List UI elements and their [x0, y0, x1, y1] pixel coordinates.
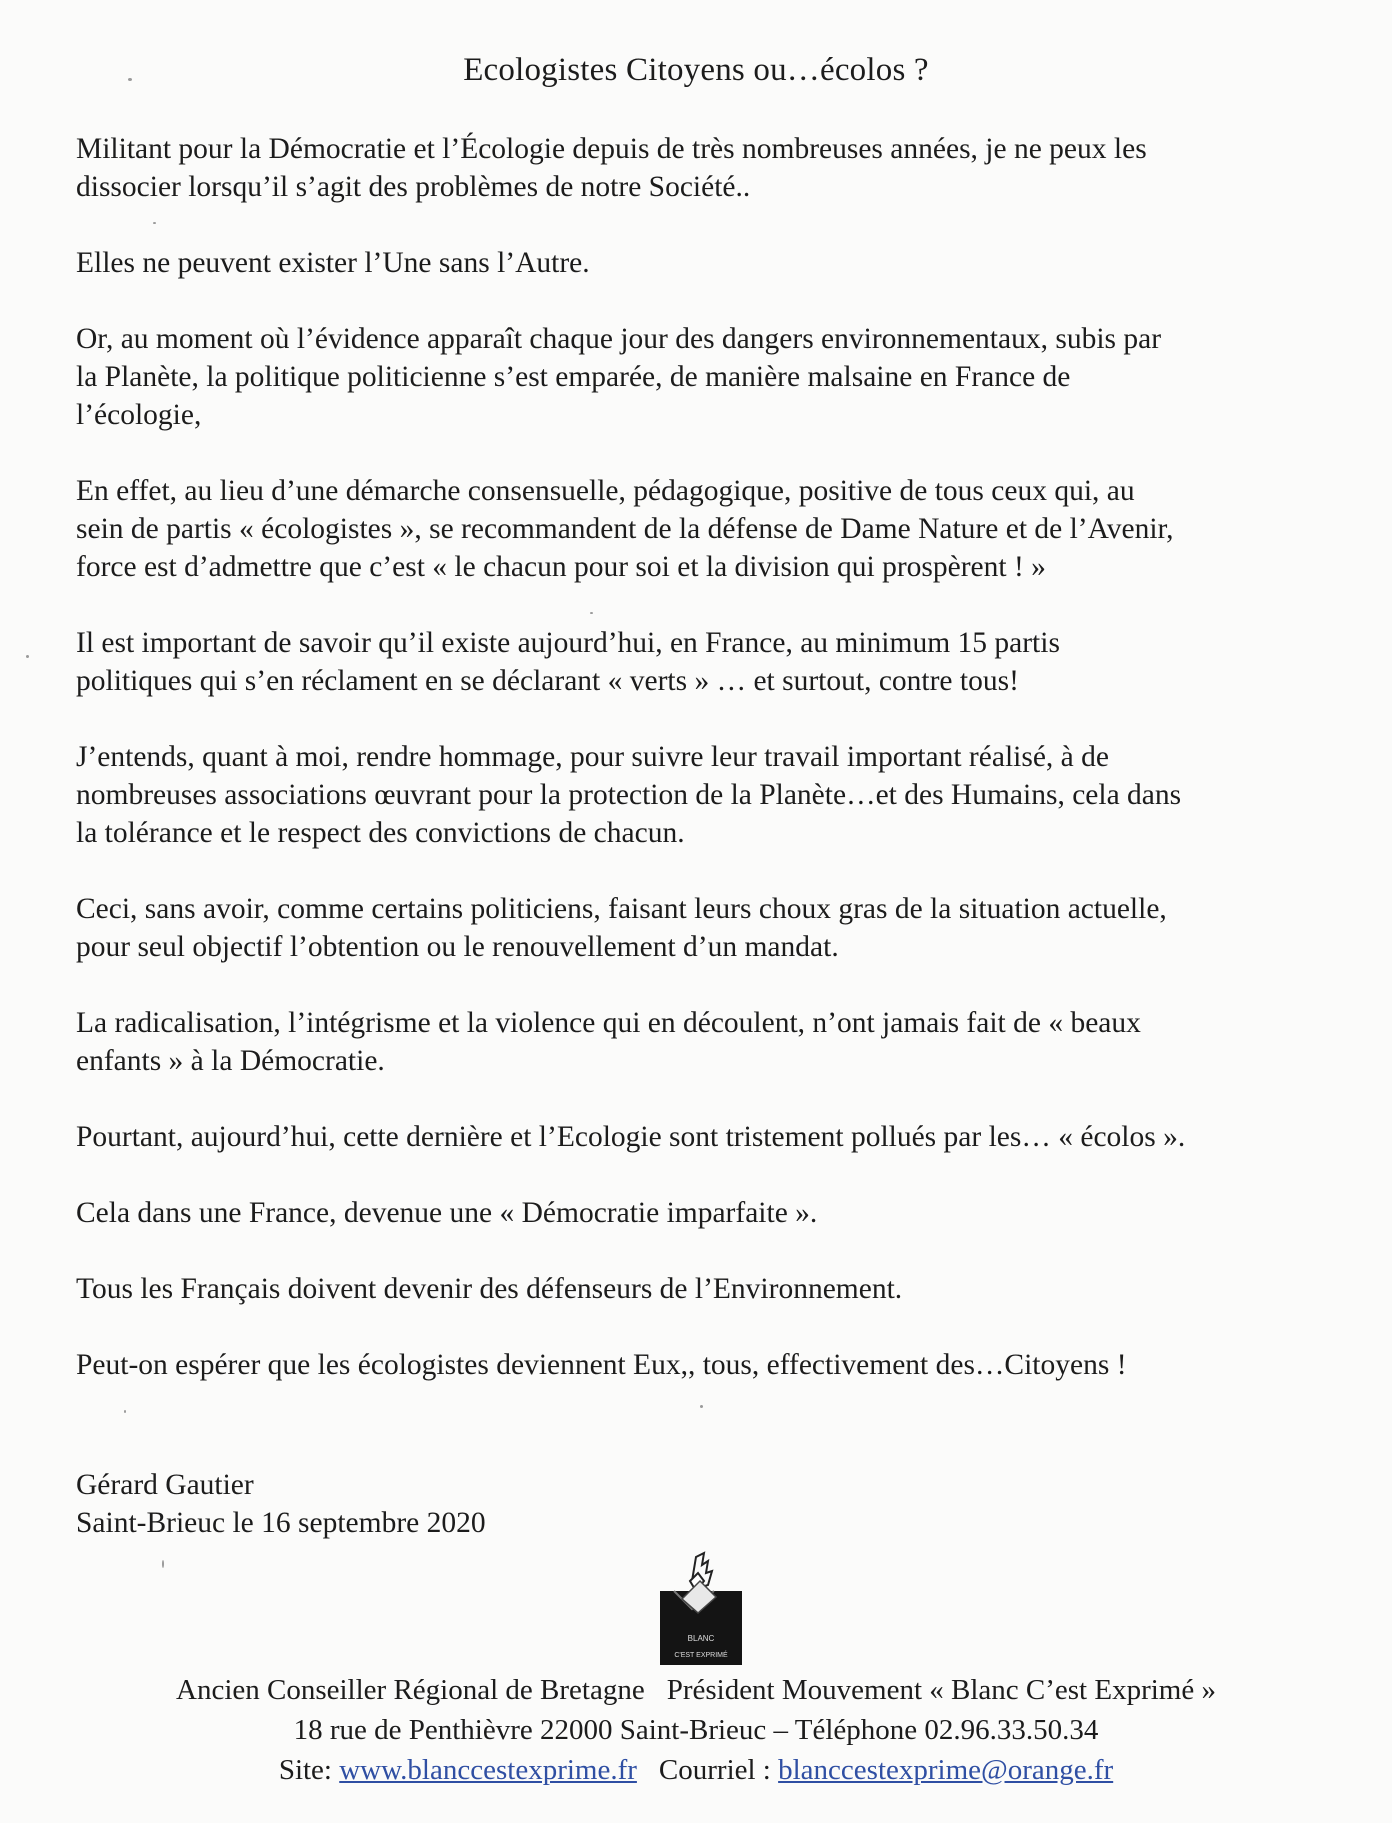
scan-speck — [590, 612, 593, 614]
logo-text-exprime: C'EST EXPRIMÉ — [674, 1652, 728, 1659]
paragraph-3: Or, au moment où l’évidence apparaît chaque jour des dangers environnementaux, subis par la Planète, la politique politicienne s’est emparée, de manière malsaine en France de l’écologie, — [76, 323, 1162, 431]
footer-address: 18 rue de Penthièvre 22000 Saint-Brieuc – Téléphone 02.96.33.50.34 — [293, 1714, 1099, 1746]
place-date: Saint-Brieuc le 16 septembre 2020 — [76, 1507, 486, 1539]
logo-text-blanc: BLANC — [687, 1634, 715, 1643]
paragraph-7: Ceci, sans avoir, comme certains politiciens, faisant leurs choux gras de la situation actuelle, pour seul objectif l’obtention ou le renouvellement d’un mandat. — [76, 893, 1167, 963]
site-link[interactable]: www.blanccestexprime.fr — [339, 1754, 637, 1786]
footer-roles — [0, 1670, 1392, 1710]
page-title: Ecologistes Citoyens ou…écolos ? — [463, 52, 929, 88]
paragraph-8: La radicalisation, l’intégrisme et la violence qui en découlent, n’ont jamais fait de « beaux enfants » à la Démocratie. — [76, 1007, 1141, 1077]
paragraph-1: Militant pour la Démocratie et l’Écologie depuis de très nombreuses années, je ne peux les dissocier lorsqu’il s’agit des problèmes de notre Société.. — [76, 133, 1147, 203]
signature-block — [76, 1466, 486, 1542]
author-name: Gérard Gautier — [76, 1469, 254, 1501]
paragraph-11: Tous les Français doivent devenir des défenseurs de l’Environnement. — [76, 1273, 903, 1305]
scan-speck — [26, 655, 29, 658]
scan-speck — [162, 1560, 164, 1568]
site-label: Site: — [278, 1754, 332, 1786]
paragraph-9: Pourtant, aujourd’hui, cette dernière et l’Ecologie sont tristement pollués par les… « écolos ». — [76, 1121, 1186, 1153]
email-link[interactable]: blanccestexprime@orange.fr — [778, 1754, 1114, 1786]
paragraph-5: Il est important de savoir qu’il existe aujourd’hui, en France, au minimum 15 partis politiques qui s’en réclament en se déclarant « verts » … et surtout, contre tous! — [76, 627, 1060, 697]
paragraph-6: J’entends, quant à moi, rendre hommage, pour suivre leur travail important réalisé, à de nombreuses associations œuvrant pour la protection de la Planète…et des Humains, cela dans la tolérance et le respect des convictions de chacun. — [76, 741, 1182, 849]
letterhead-footer — [0, 1670, 1392, 1790]
scan-speck — [124, 1410, 126, 1413]
blanc-cest-exprime-logo — [652, 1551, 750, 1669]
scan-speck — [700, 1405, 703, 1408]
paragraph-12: Peut-on espérer que les écologistes deviennent Eux,, tous, effectivement des…Citoyens ! — [76, 1349, 1127, 1381]
email-label: Courriel : — [658, 1754, 771, 1786]
paragraph-4: En effet, au lieu d’une démarche consensuelle, pédagogique, positive de tous ceux qui, au sein de partis « écologistes », se recommandent de la défense de Dame Nature et de l’Avenir, force est d’admettre que c’est « le chacun pour soi et la division qui prospèrent ! » — [76, 475, 1174, 583]
letter-body — [76, 130, 1336, 1422]
paragraph-2: Elles ne peuvent exister l’Une sans l’Autre. — [76, 247, 590, 279]
footer-role-conseiller: Ancien Conseiller Régional de Bretagne — [176, 1674, 645, 1706]
footer-contact — [0, 1750, 1392, 1790]
scan-speck — [128, 78, 132, 81]
scan-speck — [153, 222, 156, 224]
footer-role-president: Président Mouvement « Blanc C’est Exprimé » — [666, 1674, 1216, 1706]
paragraph-10: Cela dans une France, devenue une « Démocratie imparfaite ». — [76, 1197, 818, 1229]
